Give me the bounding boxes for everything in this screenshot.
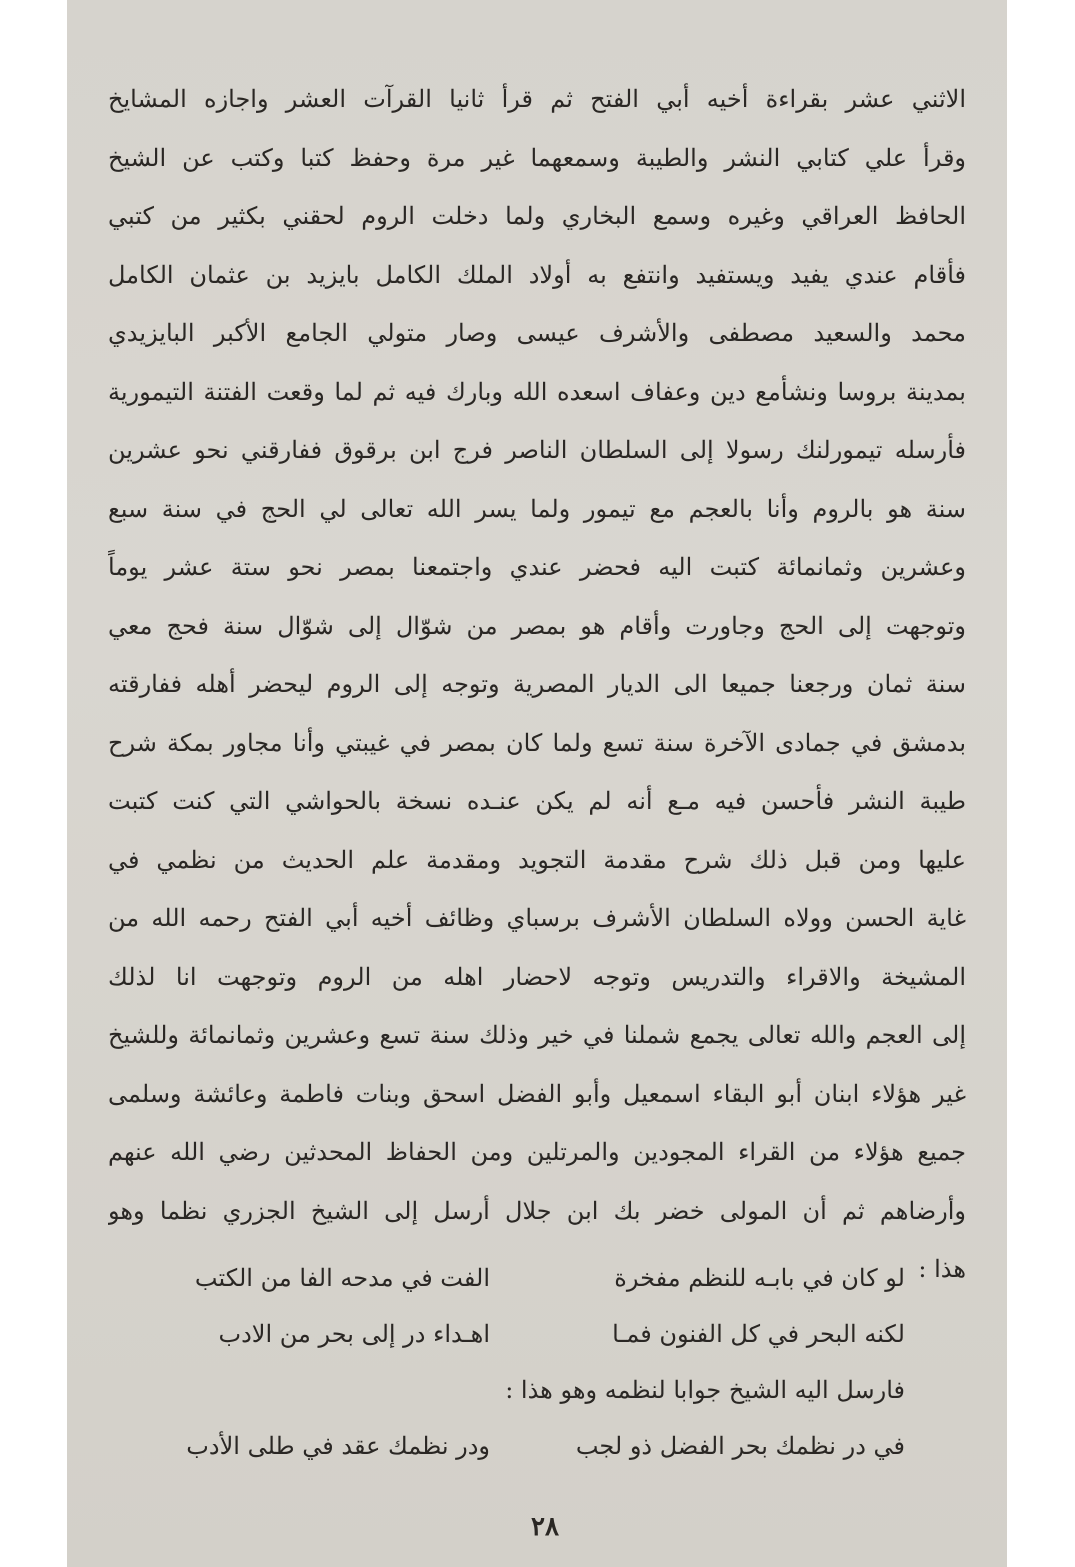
text-line: المشيخة والاقراء والتدريس وتوجه لاحضار اهله من الروم وتوجهت انا لذلك — [108, 962, 966, 991]
text-line: وعشرين وثمانمائة كتبت اليه فحضر عندي واجتمعنا بمصر نحو ستة عشر يوماً — [108, 553, 966, 581]
verse-first-hemistich: لو كان في بابـه للنظم مفخرة — [614, 1264, 905, 1292]
text-line: طيبة النشر فأحسن فيه مـع أنه لم يكن عنـده نسخة بالحواشي التي كنت كتبت — [108, 787, 966, 815]
text-line: الحافظ العراقي وغيره وسمع البخاري ولما دخلت الروم لحقني بكثير من كتبي — [108, 202, 966, 230]
text-line: هذا : — [918, 1255, 966, 1283]
text-line: سنة ثمان ورجعنا جميعا الى الديار المصرية وتوجه إلى الروم ليحضر أهله ففارقته — [108, 670, 966, 698]
poetry-section — [160, 1250, 905, 1474]
text-line: بدمشق في جمادى الآخرة سنة تسع ولما كان بمصر في غيبتي وأنا مجاور بمكة شرح — [108, 728, 966, 757]
verse-second-hemistich: ودر نظمك عقد في طلى الأدب — [186, 1432, 490, 1460]
verse — [160, 1306, 905, 1362]
text-line: وتوجهت إلى الحج وجاورت وأقام هو بمصر من شوّال إلى شوّال سنة فحج معي — [108, 611, 966, 640]
text-line: محمد والسعيد مصطفى والأشرف عيسى وصار متولي الجامع الأكبر البايزيدي — [108, 319, 966, 347]
text-line: غير هؤلاء ابنان أبو البقاء اسمعيل وأبو الفضل اسحق وبنات فاطمة وعائشة وسلمى — [108, 1079, 966, 1108]
verse — [160, 1418, 905, 1474]
verse-second-hemistich: اهـداء در إلى بحر من الادب — [218, 1320, 490, 1348]
text-line: فأقام عندي يفيد ويستفيد وانتفع به أولاد الملك الكامل بايزيد بن عثمان الكامل — [108, 260, 966, 289]
text-line: سنة هو بالروم وأنا بالعجم مع تيمور ولما يسر الله تعالى لي الحج في سنة سبع — [108, 494, 966, 523]
verse-second-hemistich: الفت في مدحه الفا من الكتب — [194, 1264, 490, 1292]
verse-first-hemistich: لكنه البحر في كل الفنون فمـا — [612, 1320, 905, 1348]
text-line: وأرضاهم ثم أن المولى خضر بك ابن جلال أرسل إلى الشيخ الجزري نظما وهو — [108, 1196, 966, 1225]
body-text — [108, 70, 966, 1299]
text-line: عليها ومن قبل ذلك شرح مقدمة التجويد ومقدمة علم الحديث من نظمي في — [108, 845, 966, 874]
text-line: جميع هؤلاء من القراء المجودين والمرتلين ومن الحفاظ المحدثين رضي الله عنهم — [108, 1138, 966, 1166]
text-line: إلى العجم والله تعالى يجمع شملنا في خير وذلك سنة تسع وعشرين وثمانمائة وللشيخ — [108, 1021, 966, 1049]
text-line: وقرأ علي كتابي النشر والطيبة وسمعهما غير مرة وحفظ كتبا وكتب عن الشيخ — [108, 143, 966, 172]
page-number: ٢٨ — [531, 1512, 559, 1542]
reply-intro: فارسل اليه الشيخ جوابا لنظمه وهو هذا : — [505, 1376, 905, 1404]
verse-first-hemistich: في در نظمك بحر الفضل ذو لجب — [575, 1432, 905, 1460]
text-line: الاثني عشر بقراءة أخيه أبي الفتح ثم قرأ ثانيا القرآت العشر واجازه المشايخ — [108, 85, 966, 113]
text-line: فأرسله تيمورلنك رسولا إلى السلطان الناصر فرج ابن برقوق ففارقني نحو عشرين — [108, 436, 966, 464]
verse — [160, 1250, 905, 1306]
text-line: غاية الحسن وولاه السلطان الأشرف برسباي وظائف أخيه أبي الفتح رحمه الله من — [108, 904, 966, 932]
text-line: بمدينة بروسا ونشأمع دين وعفاف اسعده الله وبارك فيه ثم لما وقعت الفتنة التيمورية — [108, 377, 966, 406]
